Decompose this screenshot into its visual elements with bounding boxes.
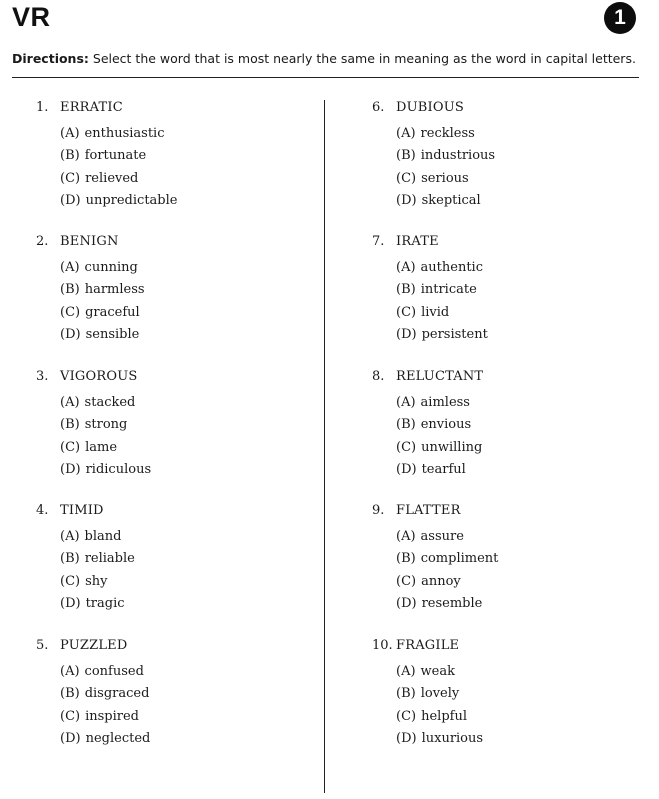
answer-option[interactable] (396, 573, 642, 595)
answer-option[interactable] (396, 281, 642, 303)
option-text: envious (420, 417, 472, 433)
answer-options (36, 125, 306, 215)
option-text: unwilling (421, 439, 483, 455)
answer-option[interactable] (60, 663, 306, 685)
option-text: bland (84, 529, 122, 544)
answer-option[interactable] (396, 304, 642, 326)
answer-option[interactable] (396, 170, 642, 192)
question-7 (372, 233, 642, 349)
option-letter: (A) (396, 260, 416, 275)
option-letter: (A) (60, 529, 80, 544)
question-word: IRATE (396, 234, 439, 249)
option-text: enthusiastic (84, 126, 165, 141)
answer-option[interactable] (396, 259, 642, 281)
question-header (372, 502, 642, 520)
option-letter: (B) (396, 282, 416, 298)
question-8 (372, 368, 642, 484)
option-text: cunning (84, 260, 138, 275)
option-letter: (C) (396, 304, 417, 320)
option-letter: (D) (60, 596, 81, 612)
question-number: 6. (372, 100, 385, 115)
answer-option[interactable] (60, 170, 306, 192)
option-text: reckless (420, 126, 475, 141)
answer-options (36, 259, 306, 349)
option-letter: (C) (396, 573, 417, 589)
option-letter: (A) (60, 260, 80, 275)
option-letter: (B) (396, 686, 416, 702)
question-header (36, 99, 306, 117)
question-4 (36, 502, 306, 618)
question-word: FRAGILE (396, 638, 460, 653)
answer-option[interactable] (396, 528, 642, 550)
question-10 (372, 637, 642, 753)
answer-option[interactable] (60, 708, 306, 730)
option-text: assure (420, 529, 464, 544)
answer-option[interactable] (396, 708, 642, 730)
option-text: reliable (84, 551, 135, 567)
option-letter: (B) (60, 686, 80, 702)
option-text: helpful (421, 708, 467, 724)
page-number-badge: 1 (604, 2, 636, 34)
question-word: ERRATIC (60, 100, 123, 115)
answer-option[interactable] (396, 192, 642, 214)
answer-options (372, 528, 642, 618)
answer-option[interactable] (60, 125, 306, 147)
option-letter: (D) (396, 193, 417, 209)
directions-label: Directions: (12, 51, 89, 66)
option-text: lovely (420, 686, 460, 702)
answer-option[interactable] (60, 326, 306, 348)
directions-text: Select the word that is most nearly the same in meaning as the word in capital letters. (88, 51, 636, 66)
answer-option[interactable] (60, 685, 306, 707)
question-word: DUBIOUS (396, 100, 464, 115)
option-letter: (A) (60, 395, 80, 410)
option-letter: (D) (396, 731, 417, 747)
option-text: neglected (85, 731, 151, 747)
answer-option[interactable] (60, 281, 306, 303)
option-letter: (A) (396, 664, 416, 679)
answer-option[interactable] (60, 147, 306, 169)
question-word: FLATTER (396, 503, 461, 518)
option-letter: (B) (396, 417, 416, 433)
answer-option[interactable] (396, 394, 642, 416)
option-text: relieved (85, 170, 139, 186)
option-text: weak (420, 664, 455, 679)
option-letter: (C) (60, 708, 81, 724)
question-header (36, 233, 306, 251)
option-text: persistent (421, 327, 488, 343)
option-letter: (A) (60, 126, 80, 141)
option-letter: (D) (396, 462, 417, 478)
question-1 (36, 99, 306, 215)
option-text: ridiculous (85, 462, 152, 478)
answer-options (36, 394, 306, 484)
question-header (372, 368, 642, 386)
question-3 (36, 368, 306, 484)
option-letter: (C) (396, 439, 417, 455)
option-letter: (C) (60, 304, 81, 320)
option-letter: (C) (396, 708, 417, 724)
question-6 (372, 99, 642, 215)
question-header (372, 233, 642, 251)
option-letter: (C) (60, 170, 81, 186)
option-letter: (A) (396, 126, 416, 141)
answer-options (372, 663, 642, 753)
answer-option[interactable] (60, 304, 306, 326)
answer-option[interactable] (396, 730, 642, 752)
option-text: stacked (84, 395, 136, 410)
question-word: TIMID (60, 503, 104, 518)
option-text: harmless (84, 282, 145, 298)
directions (12, 51, 636, 66)
question-number: 4. (36, 503, 49, 518)
answer-option[interactable] (60, 730, 306, 752)
option-text: resemble (421, 596, 483, 612)
answer-option[interactable] (396, 439, 642, 461)
option-text: aimless (420, 395, 470, 410)
option-letter: (B) (60, 282, 80, 298)
answer-options (372, 394, 642, 484)
option-text: livid (421, 304, 450, 320)
answer-option[interactable] (396, 147, 642, 169)
option-letter: (C) (60, 573, 81, 589)
answer-option[interactable] (396, 595, 642, 617)
answer-option[interactable] (60, 550, 306, 572)
option-letter: (A) (396, 529, 416, 544)
answer-option[interactable] (396, 461, 642, 483)
option-text: skeptical (421, 193, 481, 209)
question-number: 3. (36, 369, 49, 384)
option-text: compliment (420, 551, 499, 567)
question-header (372, 637, 642, 655)
question-number: 9. (372, 503, 385, 518)
answer-options (372, 125, 642, 215)
answer-option[interactable] (60, 394, 306, 416)
header-divider (12, 77, 639, 78)
question-header (36, 637, 306, 655)
question-number: 5. (36, 638, 49, 653)
option-letter: (D) (396, 327, 417, 343)
answer-options (372, 259, 642, 349)
answer-option[interactable] (396, 685, 642, 707)
answer-option[interactable] (60, 461, 306, 483)
option-text: lame (85, 439, 118, 455)
question-number: 8. (372, 369, 385, 384)
option-text: fortunate (84, 148, 147, 164)
option-text: confused (84, 664, 144, 679)
option-letter: (B) (396, 148, 416, 164)
option-text: luxurious (421, 731, 484, 747)
option-text: strong (84, 417, 128, 433)
question-word: VIGOROUS (60, 369, 138, 384)
option-letter: (B) (60, 148, 80, 164)
answer-options (36, 663, 306, 753)
option-text: tearful (421, 462, 466, 478)
question-header (372, 99, 642, 117)
option-letter: (D) (60, 193, 81, 209)
option-text: intricate (420, 282, 477, 298)
option-text: industrious (420, 148, 496, 164)
option-text: unpredictable (85, 193, 178, 209)
option-text: tragic (85, 596, 125, 612)
option-letter: (A) (396, 395, 416, 410)
option-text: shy (85, 573, 108, 589)
answer-option[interactable] (60, 192, 306, 214)
answer-option[interactable] (396, 550, 642, 572)
question-number: 7. (372, 234, 385, 249)
answer-option[interactable] (60, 439, 306, 461)
answer-option[interactable] (396, 663, 642, 685)
option-letter: (B) (60, 551, 80, 567)
question-word: RELUCTANT (396, 369, 484, 384)
answer-option[interactable] (60, 416, 306, 438)
question-header (36, 502, 306, 520)
question-number: 10. (372, 638, 393, 653)
answer-option[interactable] (60, 573, 306, 595)
option-text: graceful (85, 304, 140, 320)
option-text: sensible (85, 327, 140, 343)
answer-option[interactable] (396, 125, 642, 147)
question-5 (36, 637, 306, 753)
option-letter: (D) (60, 327, 81, 343)
question-number: 2. (36, 234, 49, 249)
option-text: disgraced (84, 686, 150, 702)
option-letter: (C) (396, 170, 417, 186)
option-letter: (A) (60, 664, 80, 679)
question-9 (372, 502, 642, 618)
column-divider (324, 100, 325, 793)
question-word: PUZZLED (60, 638, 128, 653)
question-header (36, 368, 306, 386)
section-title: VR (12, 2, 51, 32)
answer-options (36, 528, 306, 618)
option-text: serious (421, 170, 469, 186)
option-text: authentic (420, 260, 483, 275)
option-text: annoy (421, 573, 461, 589)
question-number: 1. (36, 100, 49, 115)
option-letter: (D) (396, 596, 417, 612)
option-letter: (D) (60, 731, 81, 747)
option-letter: (D) (60, 462, 81, 478)
answer-option[interactable] (396, 326, 642, 348)
answer-option[interactable] (60, 595, 306, 617)
answer-option[interactable] (60, 528, 306, 550)
option-letter: (C) (60, 439, 81, 455)
answer-option[interactable] (396, 416, 642, 438)
question-2 (36, 233, 306, 349)
option-letter: (B) (396, 551, 416, 567)
question-word: BENIGN (60, 234, 119, 249)
option-text: inspired (85, 708, 140, 724)
option-letter: (B) (60, 417, 80, 433)
answer-option[interactable] (60, 259, 306, 281)
